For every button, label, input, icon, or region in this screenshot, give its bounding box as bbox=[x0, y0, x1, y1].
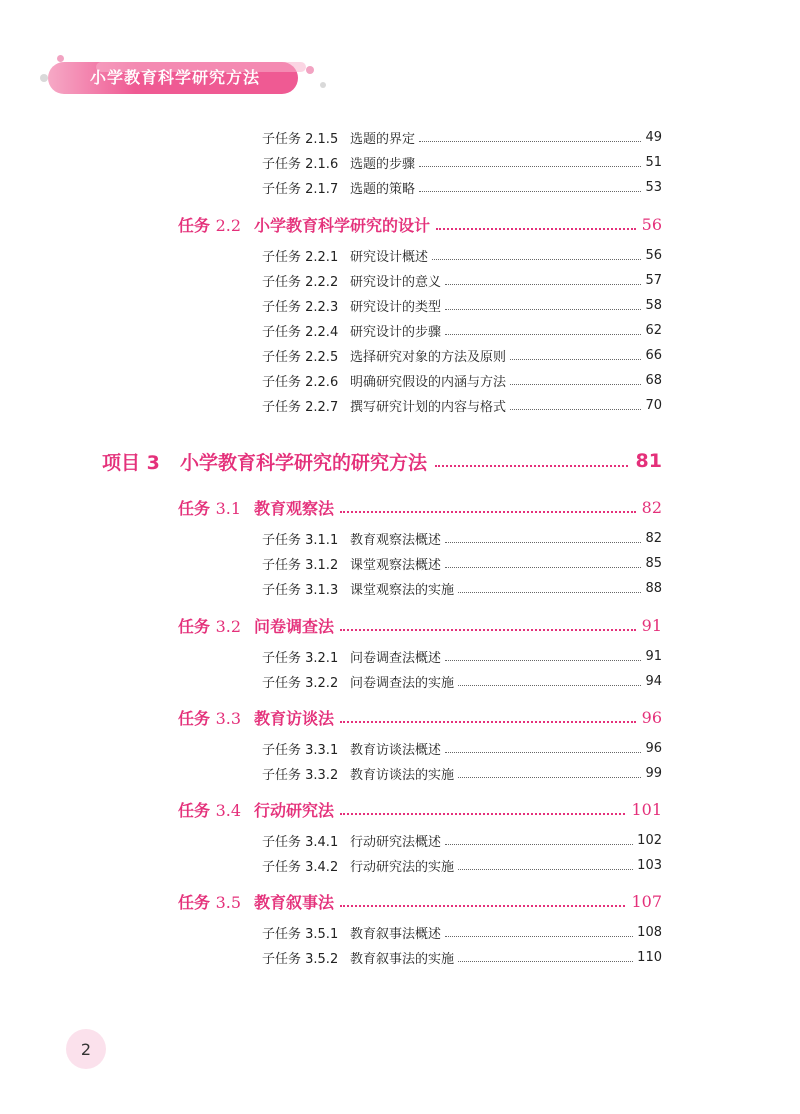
decor-dot bbox=[320, 82, 326, 88]
page-ref: 53 bbox=[645, 179, 662, 195]
dot-leader bbox=[340, 511, 636, 513]
dot-leader bbox=[445, 844, 633, 845]
page-ref: 96 bbox=[641, 707, 662, 727]
page-ref: 57 bbox=[645, 272, 662, 288]
toc-subtask-row[interactable] bbox=[262, 371, 662, 389]
page-ref: 94 bbox=[645, 673, 662, 689]
project-number: 项目 3 bbox=[102, 451, 160, 474]
subtask-title: 选题的步骤 bbox=[350, 156, 416, 172]
toc-subtask-row[interactable] bbox=[262, 346, 662, 364]
subtask-title: 行动研究法的实施 bbox=[350, 859, 455, 875]
task-title: 教育观察法 bbox=[254, 498, 335, 518]
subtask-number: 子任务 2.2.1 bbox=[262, 249, 339, 265]
task-number: 任务 2.2 bbox=[178, 215, 242, 235]
page-ref: 103 bbox=[637, 857, 662, 873]
toc-subtask-row[interactable] bbox=[262, 948, 662, 966]
subtask-title: 教育访谈法的实施 bbox=[350, 767, 455, 783]
toc-project-row[interactable] bbox=[102, 447, 662, 475]
dot-leader bbox=[458, 961, 633, 962]
toc-subtask-row[interactable] bbox=[262, 739, 662, 757]
subtask-title: 问卷调查法的实施 bbox=[350, 675, 455, 691]
toc-subtask-row[interactable] bbox=[262, 856, 662, 874]
toc-subtask-row[interactable] bbox=[262, 153, 662, 171]
page-number: 2 bbox=[66, 1029, 106, 1069]
toc-subtask-row[interactable] bbox=[262, 923, 662, 941]
subtask-title: 教育观察法概述 bbox=[350, 532, 442, 548]
dot-leader bbox=[340, 629, 636, 631]
dot-leader bbox=[419, 141, 641, 142]
toc-task-row[interactable] bbox=[178, 496, 662, 518]
page-ref: 96 bbox=[645, 740, 662, 756]
page-ref: 110 bbox=[637, 949, 662, 965]
page-ref: 56 bbox=[641, 214, 662, 234]
subtask-title: 研究设计概述 bbox=[350, 249, 429, 265]
page-ref: 66 bbox=[645, 347, 662, 363]
task-number: 任务 3.4 bbox=[178, 800, 242, 820]
decor-dot bbox=[57, 55, 64, 62]
dot-leader bbox=[340, 721, 636, 723]
subtask-title: 教育叙事法的实施 bbox=[350, 951, 455, 967]
toc-subtask-row[interactable] bbox=[262, 246, 662, 264]
dot-leader bbox=[419, 191, 641, 192]
dot-leader bbox=[510, 359, 641, 360]
subtask-number: 子任务 3.4.1 bbox=[262, 834, 339, 850]
page-ref: 107 bbox=[631, 891, 662, 911]
task-number: 任务 3.3 bbox=[178, 708, 242, 728]
dot-leader bbox=[445, 542, 641, 543]
dot-leader bbox=[458, 777, 641, 778]
task-number: 任务 3.1 bbox=[178, 498, 242, 518]
dot-leader bbox=[458, 869, 633, 870]
toc-task-row[interactable] bbox=[178, 706, 662, 728]
toc-subtask-row[interactable] bbox=[262, 764, 662, 782]
task-title: 小学教育科学研究的设计 bbox=[254, 215, 431, 235]
subtask-title: 研究设计的步骤 bbox=[350, 324, 442, 340]
subtask-title: 研究设计的类型 bbox=[350, 299, 442, 315]
dot-leader bbox=[445, 752, 641, 753]
dot-leader bbox=[458, 685, 641, 686]
toc-task-row[interactable] bbox=[178, 213, 662, 235]
task-number: 任务 3.5 bbox=[178, 892, 242, 912]
toc-task-row[interactable] bbox=[178, 798, 662, 820]
page-ref: 82 bbox=[641, 497, 662, 517]
subtask-title: 行动研究法概述 bbox=[350, 834, 442, 850]
page-ref: 99 bbox=[645, 765, 662, 781]
task-title: 教育访谈法 bbox=[254, 708, 335, 728]
page-ref: 101 bbox=[631, 799, 662, 819]
subtask-number: 子任务 2.1.5 bbox=[262, 131, 339, 147]
task-title: 行动研究法 bbox=[254, 800, 335, 820]
page-ref: 88 bbox=[645, 580, 662, 596]
subtask-number: 子任务 3.5.2 bbox=[262, 951, 339, 967]
page-ref: 85 bbox=[645, 555, 662, 571]
subtask-title: 课堂观察法概述 bbox=[350, 557, 442, 573]
subtask-number: 子任务 2.2.2 bbox=[262, 274, 339, 290]
dot-leader bbox=[445, 334, 641, 335]
subtask-title: 选择研究对象的方法及原则 bbox=[350, 349, 507, 365]
toc-subtask-row[interactable] bbox=[262, 672, 662, 690]
subtask-title: 教育叙事法概述 bbox=[350, 926, 442, 942]
subtask-title: 问卷调查法概述 bbox=[350, 650, 442, 666]
toc-subtask-row[interactable] bbox=[262, 271, 662, 289]
toc-subtask-row[interactable] bbox=[262, 296, 662, 314]
dot-leader bbox=[510, 384, 641, 385]
subtask-number: 子任务 2.2.7 bbox=[262, 399, 339, 415]
page-ref: 62 bbox=[645, 322, 662, 338]
toc-subtask-row[interactable] bbox=[262, 647, 662, 665]
page-ref: 70 bbox=[645, 397, 662, 413]
page-ref: 102 bbox=[637, 832, 662, 848]
page-ref: 91 bbox=[645, 648, 662, 664]
dot-leader bbox=[445, 660, 641, 661]
subtask-number: 子任务 3.3.1 bbox=[262, 742, 339, 758]
task-title: 教育叙事法 bbox=[254, 892, 335, 912]
dot-leader bbox=[419, 166, 641, 167]
dot-leader bbox=[510, 409, 641, 410]
page-ref: 58 bbox=[645, 297, 662, 313]
task-number: 任务 3.2 bbox=[178, 616, 242, 636]
dot-leader bbox=[340, 905, 625, 907]
subtask-number: 子任务 3.1.2 bbox=[262, 557, 339, 573]
subtask-number: 子任务 2.1.7 bbox=[262, 181, 339, 197]
page-ref: 56 bbox=[645, 247, 662, 263]
dot-leader bbox=[432, 259, 641, 260]
toc-subtask-row[interactable] bbox=[262, 128, 662, 146]
toc-subtask-row[interactable] bbox=[262, 178, 662, 196]
subtask-number: 子任务 3.3.2 bbox=[262, 767, 339, 783]
dot-leader bbox=[445, 284, 641, 285]
task-title: 问卷调查法 bbox=[254, 616, 335, 636]
toc-subtask-row[interactable] bbox=[262, 831, 662, 849]
dot-leader bbox=[445, 936, 633, 937]
subtask-title: 明确研究假设的内涵与方法 bbox=[350, 374, 507, 390]
project-title: 小学教育科学研究的研究方法 bbox=[180, 451, 428, 474]
toc-task-row[interactable] bbox=[178, 890, 662, 912]
toc-task-row[interactable] bbox=[178, 614, 662, 636]
decor-dot bbox=[306, 66, 314, 74]
subtask-number: 子任务 2.2.5 bbox=[262, 349, 339, 365]
dot-leader bbox=[340, 813, 625, 815]
toc-subtask-row[interactable] bbox=[262, 529, 662, 547]
subtask-title: 课堂观察法的实施 bbox=[350, 582, 455, 598]
decor-dot bbox=[40, 74, 48, 82]
subtask-title: 选题的界定 bbox=[350, 131, 416, 147]
header-title: 小学教育科学研究方法 bbox=[90, 68, 261, 87]
running-header bbox=[0, 0, 800, 110]
subtask-number: 子任务 3.1.3 bbox=[262, 582, 339, 598]
page-ref: 108 bbox=[637, 924, 662, 940]
subtask-title: 撰写研究计划的内容与格式 bbox=[350, 399, 507, 415]
subtask-number: 子任务 3.5.1 bbox=[262, 926, 339, 942]
toc-subtask-row[interactable] bbox=[262, 321, 662, 339]
page-ref: 49 bbox=[645, 129, 662, 145]
subtask-number: 子任务 2.2.4 bbox=[262, 324, 339, 340]
dot-leader bbox=[435, 465, 628, 467]
page-ref: 91 bbox=[641, 615, 662, 635]
subtask-title: 选题的策略 bbox=[350, 181, 416, 197]
subtask-number: 子任务 3.1.1 bbox=[262, 532, 339, 548]
subtask-title: 教育访谈法概述 bbox=[350, 742, 442, 758]
dot-leader bbox=[445, 309, 641, 310]
subtask-number: 子任务 2.2.6 bbox=[262, 374, 339, 390]
toc-subtask-row[interactable] bbox=[262, 579, 662, 597]
page-ref: 51 bbox=[645, 154, 662, 170]
subtask-number: 子任务 3.2.2 bbox=[262, 675, 339, 691]
page-ref: 81 bbox=[635, 450, 662, 472]
subtask-number: 子任务 2.2.3 bbox=[262, 299, 339, 315]
subtask-number: 子任务 2.1.6 bbox=[262, 156, 339, 172]
dot-leader bbox=[458, 592, 641, 593]
subtask-number: 子任务 3.4.2 bbox=[262, 859, 339, 875]
page-ref: 82 bbox=[645, 530, 662, 546]
dot-leader bbox=[436, 228, 636, 230]
page-ref: 68 bbox=[645, 372, 662, 388]
subtask-title: 研究设计的意义 bbox=[350, 274, 442, 290]
toc-subtask-row[interactable] bbox=[262, 396, 662, 414]
toc-subtask-row[interactable] bbox=[262, 554, 662, 572]
dot-leader bbox=[445, 567, 641, 568]
subtask-number: 子任务 3.2.1 bbox=[262, 650, 339, 666]
